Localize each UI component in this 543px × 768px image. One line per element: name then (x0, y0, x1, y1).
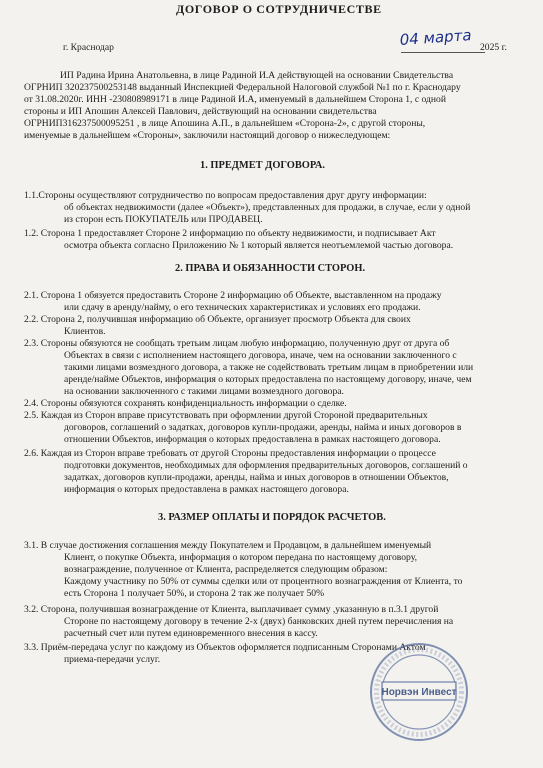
clause-line: задатках, договоров купли-продажи, аренды, найма и иных договоров в отношении Объектов, (64, 472, 449, 483)
clause-line: аренде/найме Объектов, информация о которых предоставлена по настоящему договору, иначе, чем (64, 374, 472, 385)
clause-line: осмотра объекта согласно Приложению № 1 который является неотъемлемой частью договора. (64, 240, 454, 251)
clause-line: 3.1. В случае достижения соглашения между Покупателем и Продавцом, в дальнейшем именуемый (24, 540, 432, 551)
clause-line: или сдачу в аренду/найму, о его технических характеристиках и условиях его продажи. (64, 302, 421, 313)
clause-line: Объектах в связи с исполнением настоящего договора, иначе, чем на основании заключенного с (64, 350, 457, 361)
clause-line: такими лицами возмездного договора, а также не содействовать третьим лицам в приобретении или (64, 362, 474, 373)
clause-line: есть Сторона 1 получает 50%, и сторона 2 так же получает 50% (64, 588, 325, 599)
clause-line: вознаграждение, полученное от Клиента, распределяется следующим образом: (64, 564, 388, 575)
section-heading: 1. ПРЕДМЕТ ДОГОВОРА. (200, 160, 325, 171)
clause-line: информация о которых предоставлена в рамках настоящего договора. (64, 484, 349, 495)
clause-line: 2.2. Сторона 2, получившая информацию об Объекте, организует просмотр Объекта для своих (24, 314, 411, 325)
clause-line: Клиент, о покупке Объекта, информация о котором передана по настоящему договору, (64, 552, 417, 563)
clause-line: Клиентов. (64, 326, 106, 337)
stamp-text: Норвэн Инвест (381, 687, 457, 698)
clause-line: 1.2. Сторона 1 предоставляет Стороне 2 информацию по объекту недвижимости, и подписывает Акт (24, 228, 436, 239)
company-stamp (368, 641, 470, 743)
clause-line: 2.4. Стороны обязуются сохранять конфиденциальность информации о сделке. (24, 398, 347, 409)
clause-line: 2.1. Сторона 1 обязуется предоставить Стороне 2 информацию об Объекте, выставленном на продажу (24, 290, 442, 301)
preamble-line: именуемые в дальнейшем «Стороны», заключили настоящий договор о нижеследующем: (24, 130, 391, 141)
preamble-line: ОГРНИП316237500095251 , в лице Апошина А.П., в дальнейшем «Сторона-2», с другой стороны, (24, 118, 426, 129)
preamble-line: ИП Радина Ирина Анатольевна, в лице Радиной И.А действующей на основании Свидетельства (60, 70, 454, 81)
clause-line: 2.6. Каждая из Сторон вправе требовать от другой Стороны предоставления информации о процессе (24, 448, 436, 459)
year: 2025 г. (480, 42, 507, 53)
clause-line: отношении Объектов, информация о которых предоставлена в рамках настоящего договора. (64, 434, 441, 445)
clause-line: подготовки документов, необходимых для оформления предварительных договоров, соглашений о (64, 460, 468, 471)
document-title: ДОГОВОР О СОТРУДНИЧЕСТВЕ (176, 2, 382, 16)
section-heading: 2. ПРАВА И ОБЯЗАННОСТИ СТОРОН. (175, 263, 366, 274)
date-underline (401, 52, 485, 53)
preamble-line: стороны и ИП Апошин Алексей Павлович, действующий на основании свидетельства (24, 106, 377, 117)
clause-line: Стороне по настоящему договору в течение 2-х (двух) банковских дней путем перечисления на (64, 616, 454, 627)
handwritten-date: 04 марта (399, 26, 473, 49)
preamble-line: ОГРНИП 320237500253148 выданный Инспекцией Федеральной Налоговой службой №1 по г. Краснодару (24, 82, 461, 93)
preamble-line: от 31.08.2020г. ИНН -230808989171 в лице Радиной И.А, именуемый в дальнейшем Сторона 1, с одной (24, 94, 446, 105)
clause-line: 1.1.Стороны осуществляют сотрудничество по вопросам предоставления друг другу информации: (24, 190, 427, 201)
clause-line: Каждому участнику по 50% от суммы сделки или от процентного вознаграждения от Клиента, то (64, 576, 463, 587)
clause-line: расчетный счет или путем единовременного внесения в кассу. (64, 628, 318, 639)
clause-line: 3.3. Приём-передача услуг по каждому из Объектов оформляется подписанным Сторонами Актом (24, 642, 426, 653)
section-heading: 3. РАЗМЕР ОПЛАТЫ И ПОРЯДОК РАСЧЕТОВ. (158, 512, 386, 523)
city: г. Краснодар (63, 42, 114, 53)
clause-line: договоров, соглашений о задатках, договоров купли-продажи, аренды, найма и иных договоров в (64, 422, 462, 433)
clause-line: на основании заключенного с такими лицами возмездного договора. (64, 386, 344, 397)
clause-line: 3.2. Сторона, получившая вознаграждение от Клиента, выплачивает сумму ,указанную в п.3.1 другой (24, 604, 439, 615)
clause-line: приема-передачи услуг. (64, 654, 161, 665)
clause-line: 2.3. Стороны обязуются не сообщать третьим лицам любую информацию, полученную друг от друга об (24, 338, 450, 349)
clause-line: 2.5. Каждая из Сторон вправе присутствовать при оформлении другой Стороной предварительных (24, 410, 428, 421)
clause-line: об объектах недвижимости (далее «Объект»), представленных для продажи, в случае, если у одной (64, 202, 471, 213)
clause-line: из сторон есть ПОКУПАТЕЛЬ или ПРОДАВЕЦ. (64, 214, 263, 225)
